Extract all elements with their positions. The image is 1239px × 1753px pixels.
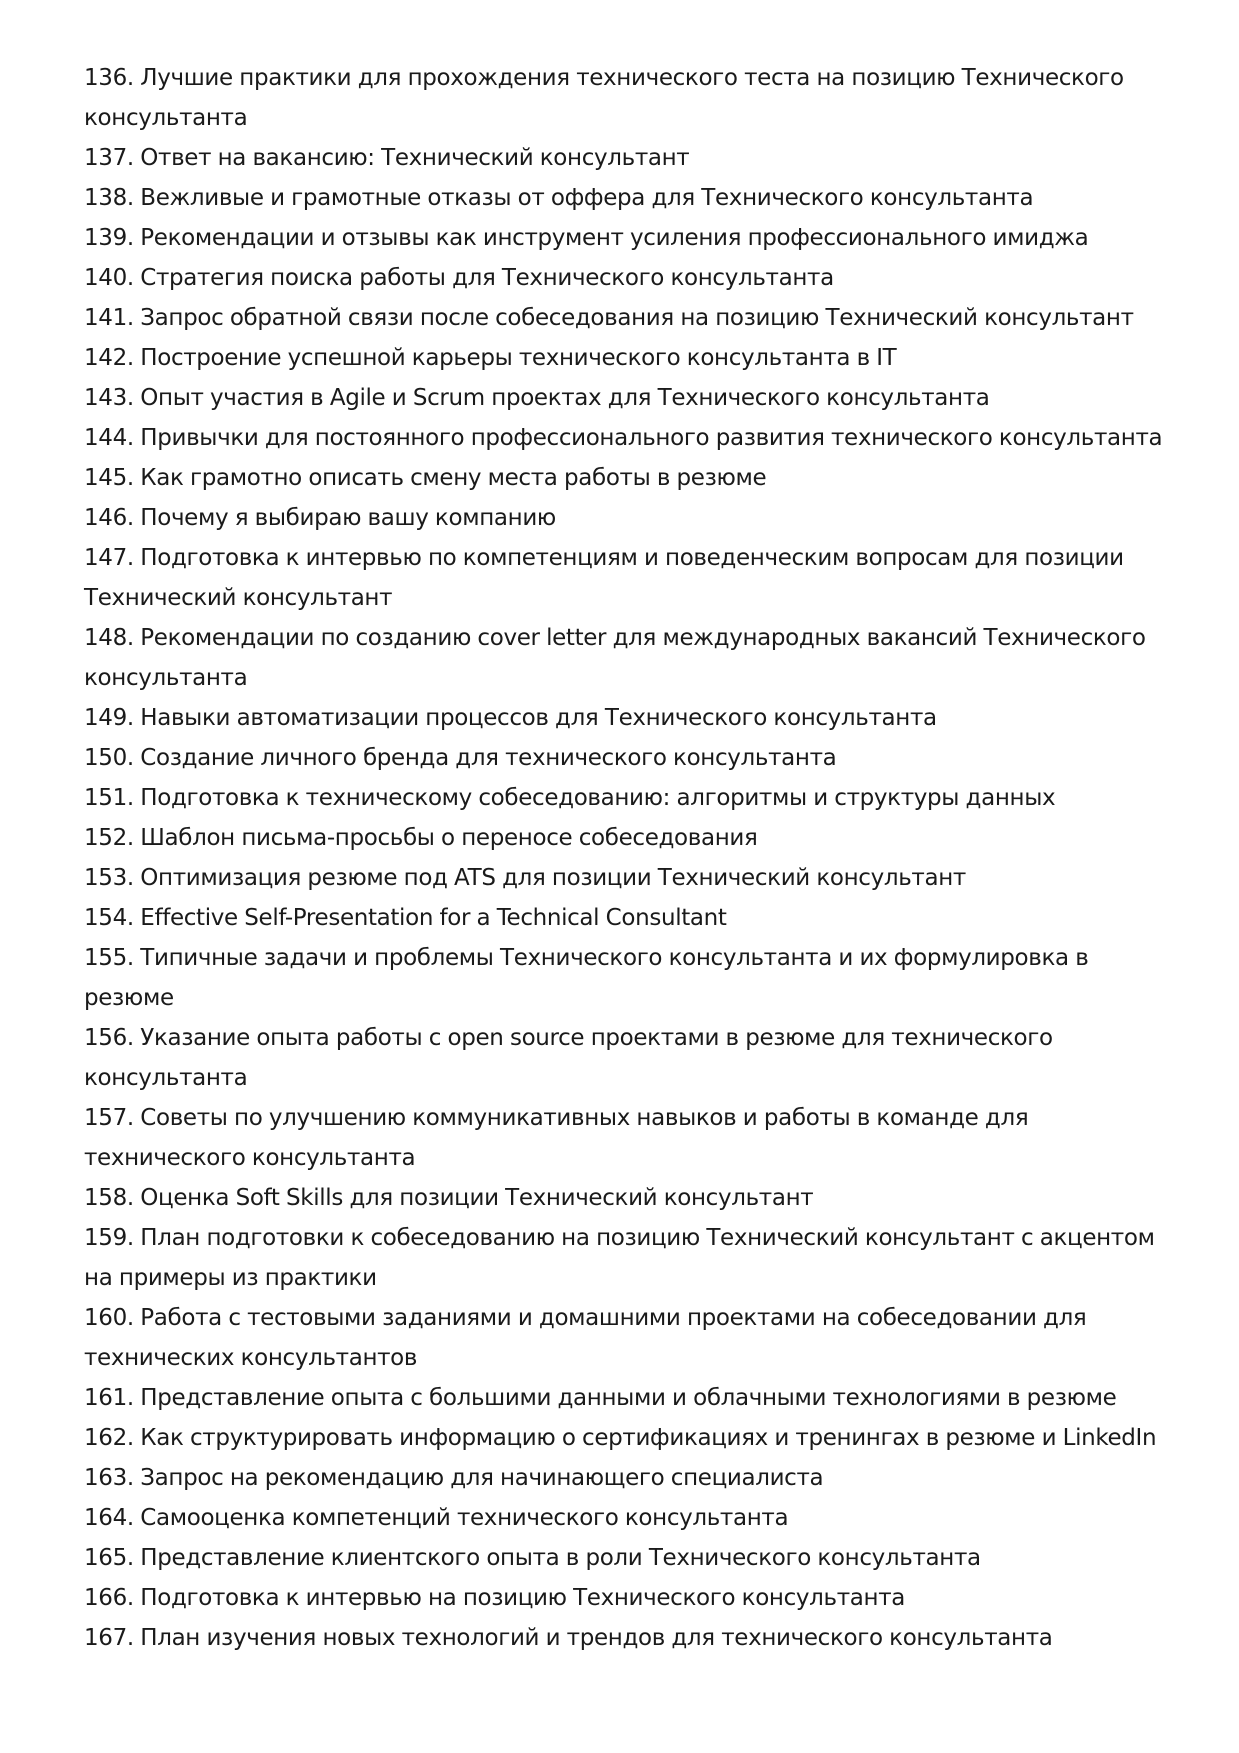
list-item: 142. Построение успешной карьеры технического консультанта в IT bbox=[84, 345, 897, 371]
list-item: 143. Опыт участия в Agile и Scrum проектах для Технического консультанта bbox=[84, 385, 990, 411]
list-item: 140. Стратегия поиска работы для Технического консультанта bbox=[84, 265, 834, 291]
list-item: 164. Самооценка компетенций технического консультанта bbox=[84, 1505, 789, 1531]
list-item: 153. Оптимизация резюме под ATS для позиции Технический консультант bbox=[84, 865, 966, 891]
list-item: 160. Работа с тестовыми заданиями и домашними проектами на собеседовании для технических консультантов bbox=[84, 1305, 1087, 1371]
list-item: 137. Ответ на вакансию: Технический консультант bbox=[84, 145, 690, 171]
document-page bbox=[84, 58, 1174, 1658]
list-item: 167. План изучения новых технологий и трендов для технического консультанта bbox=[84, 1625, 1053, 1651]
list-item: 165. Представление клиентского опыта в роли Технического консультанта bbox=[84, 1545, 981, 1571]
list-item: 145. Как грамотно описать смену места работы в резюме bbox=[84, 465, 767, 491]
list-item: 163. Запрос на рекомендацию для начинающего специалиста bbox=[84, 1465, 824, 1491]
list-item: 158. Оценка Soft Skills для позиции Технический консультант bbox=[84, 1185, 814, 1211]
topic-list bbox=[84, 58, 1174, 1658]
list-item: 156. Указание опыта работы с open source проектами в резюме для технического консультанта bbox=[84, 1025, 1053, 1091]
list-item: 139. Рекомендации и отзывы как инструмент усиления профессионального имиджа bbox=[84, 225, 1089, 251]
list-item: 138. Вежливые и грамотные отказы от оффера для Технического консультанта bbox=[84, 185, 1034, 211]
list-item: 154. Effective Self-Presentation for a Technical Consultant bbox=[84, 905, 727, 931]
list-item: 147. Подготовка к интервью по компетенциям и поведенческим вопросам для позиции Технический консультант bbox=[84, 545, 1124, 611]
list-item: 141. Запрос обратной связи после собеседования на позицию Технический консультант bbox=[84, 305, 1134, 331]
list-item: 159. План подготовки к собеседованию на позицию Технический консультант с акцентом на примеры из практики bbox=[84, 1225, 1155, 1291]
list-item: 149. Навыки автоматизации процессов для Технического консультанта bbox=[84, 705, 937, 731]
list-item: 166. Подготовка к интервью на позицию Технического консультанта bbox=[84, 1585, 905, 1611]
list-item: 150. Создание личного бренда для технического консультанта bbox=[84, 745, 837, 771]
list-item: 144. Привычки для постоянного профессионального развития технического консультанта bbox=[84, 425, 1163, 451]
list-item: 162. Как структурировать информацию о сертификациях и тренингах в резюме и LinkedIn bbox=[84, 1425, 1157, 1451]
list-item: 155. Типичные задачи и проблемы Технического консультанта и их формулировка в резюме bbox=[84, 945, 1089, 1011]
list-item: 157. Советы по улучшению коммуникативных навыков и работы в команде для технического консультанта bbox=[84, 1105, 1029, 1171]
list-item: 161. Представление опыта с большими данными и облачными технологиями в резюме bbox=[84, 1385, 1117, 1411]
list-item: 146. Почему я выбираю вашу компанию bbox=[84, 505, 556, 531]
list-item: 148. Рекомендации по созданию cover letter для международных вакансий Технического консультанта bbox=[84, 625, 1146, 691]
list-item: 136. Лучшие практики для прохождения технического теста на позицию Технического консультанта bbox=[84, 65, 1124, 131]
list-item: 151. Подготовка к техническому собеседованию: алгоритмы и структуры данных bbox=[84, 785, 1056, 811]
list-item: 152. Шаблон письма-просьбы о переносе собеседования bbox=[84, 825, 758, 851]
